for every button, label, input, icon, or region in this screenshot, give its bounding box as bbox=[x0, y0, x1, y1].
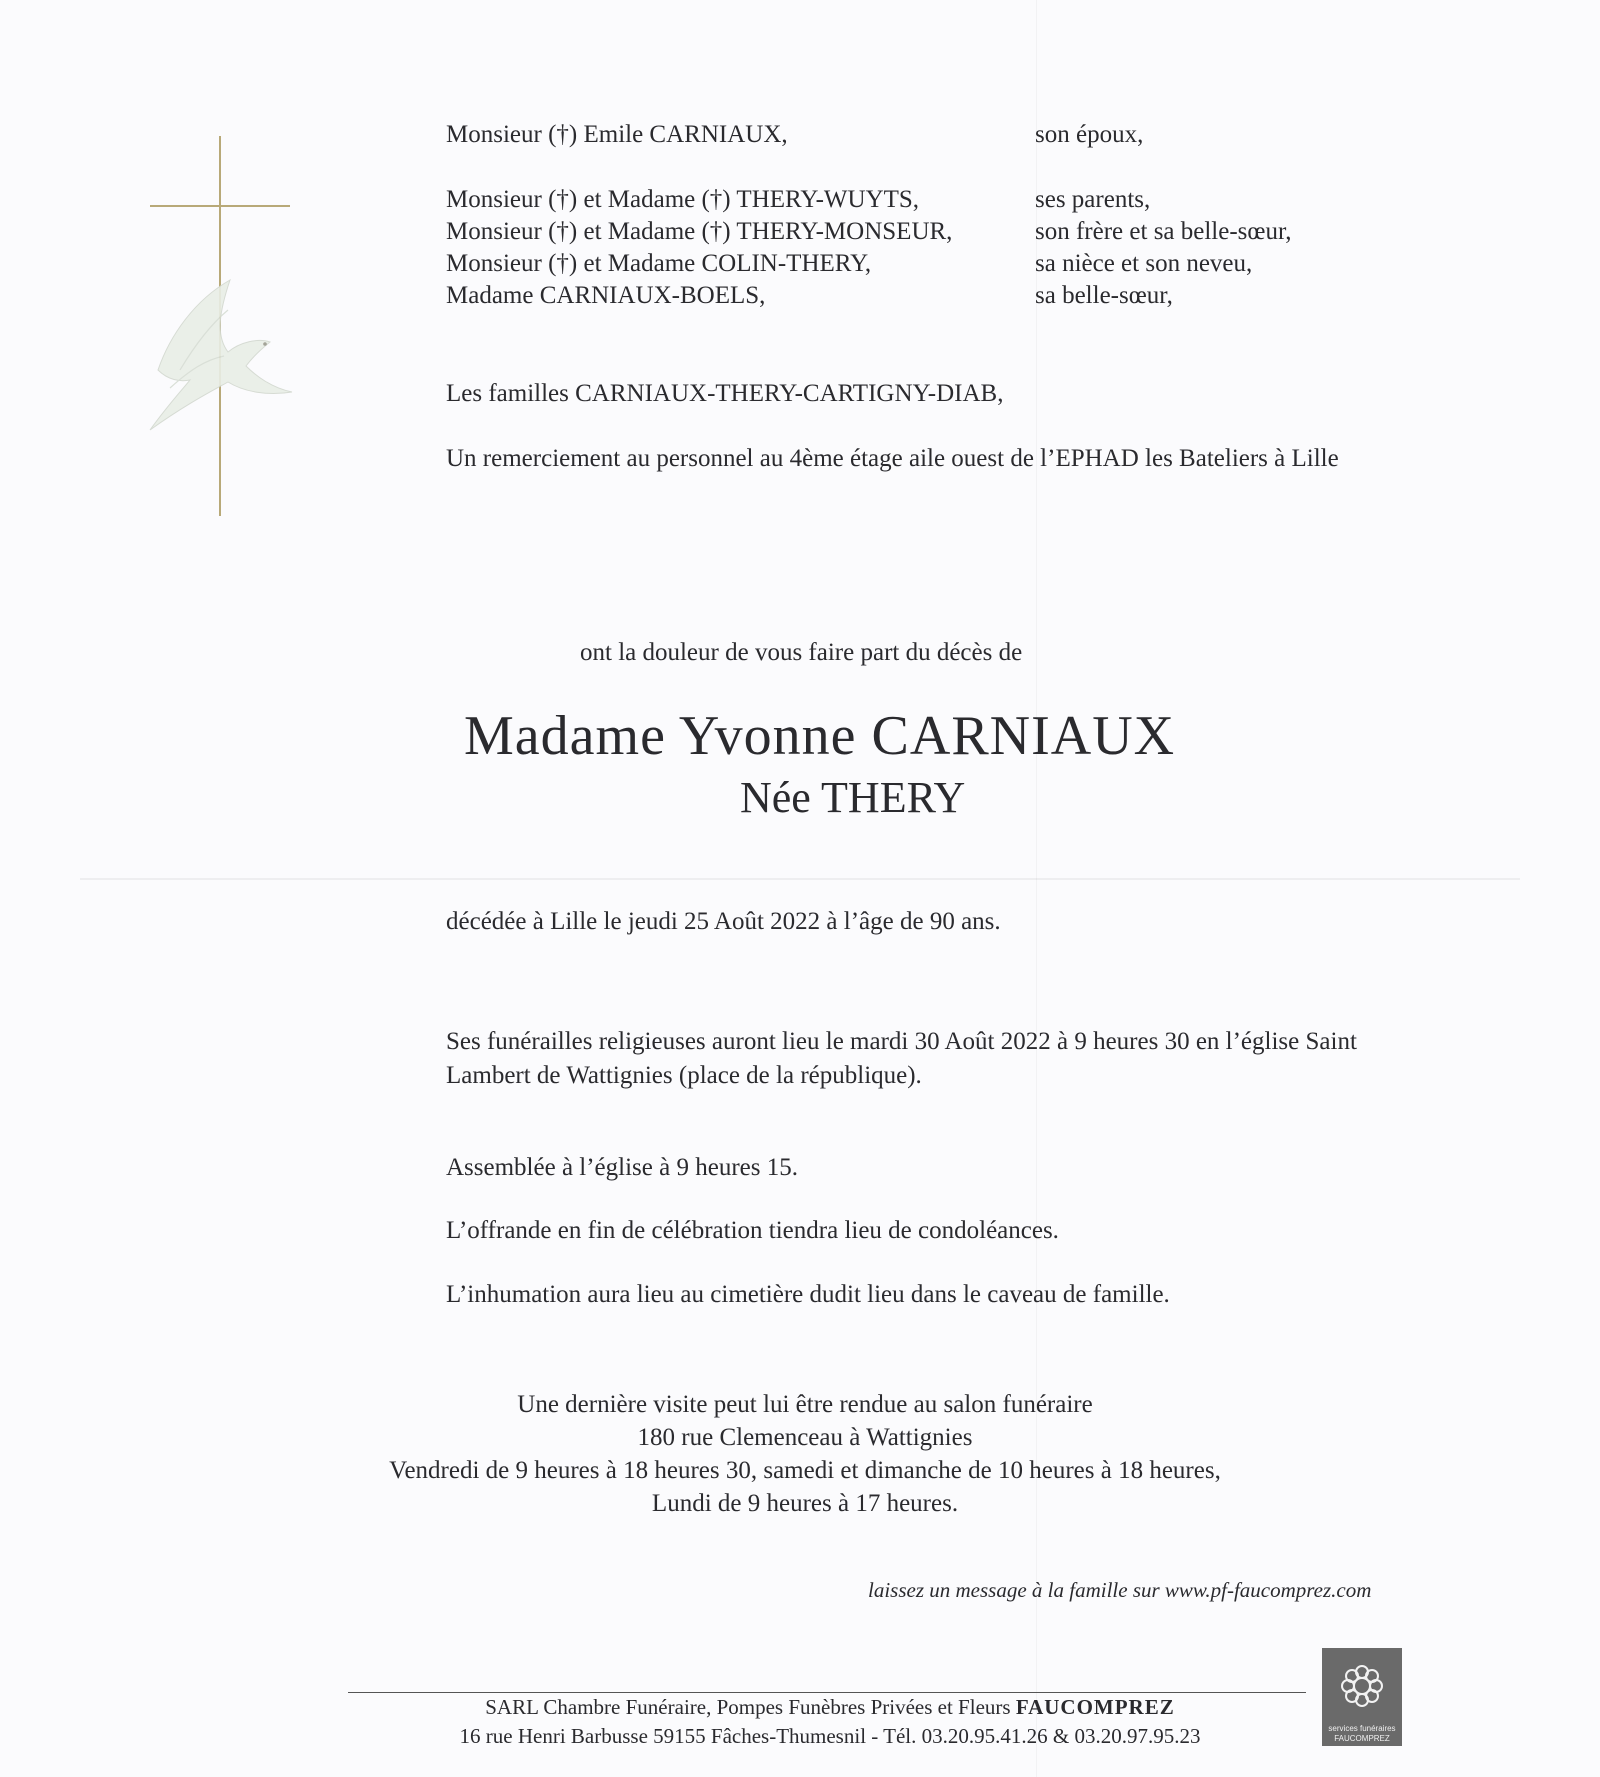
visit-line: Lundi de 9 heures à 17 heures. bbox=[651, 1490, 959, 1517]
family-relation: sa belle-sœur, bbox=[1035, 282, 1173, 309]
visit-line: 180 rue Clemenceau à Wattignies bbox=[637, 1424, 973, 1451]
family-name: Monsieur (†) Emile CARNIAUX, bbox=[446, 121, 788, 148]
rosette-logo-icon bbox=[1334, 1658, 1390, 1714]
family-name: Madame CARNIAUX-BOELS, bbox=[446, 282, 766, 309]
footer bbox=[330, 1693, 1330, 1751]
logo-caption-top: services funéraires bbox=[1328, 1724, 1396, 1733]
visit-line: Vendredi de 9 heures à 18 heures 30, samedi et dimanche de 10 heures à 18 heures, bbox=[389, 1457, 1221, 1484]
announcement: ont la douleur de vous faire part du décès de bbox=[580, 639, 1023, 666]
family-relation: son époux, bbox=[1035, 121, 1144, 148]
family-name: Monsieur (†) et Madame (†) THERY-MONSEUR, bbox=[446, 218, 953, 245]
visit-line: Une dernière visite peut lui être rendue au salon funéraire bbox=[517, 1391, 1093, 1418]
deceased-name: Madame Yvonne CARNIAUX bbox=[464, 705, 1176, 767]
families-line: Les familles CARNIAUX-THERY-CARTIGNY-DIAB, bbox=[446, 380, 1004, 407]
death-line: décédée à Lille le jeudi 25 Août 2022 à l’âge de 90 ans. bbox=[446, 908, 1001, 935]
family-name: Monsieur (†) et Madame COLIN-THERY, bbox=[446, 250, 872, 277]
website-message: laissez un message à la famille sur www.pf-faucomprez.com bbox=[868, 1578, 1372, 1602]
visit-block bbox=[300, 1388, 1310, 1520]
thanks-paragraph: Un remerciement au personnel au 4ème étage aile ouest de l’EPHAD les Bateliers à Lille bbox=[446, 445, 1339, 472]
footer-company-prefix: SARL Chambre Funéraire, Pompes Funèbres Privées et Fleurs bbox=[485, 1695, 1016, 1719]
footer-address: 16 rue Henri Barbusse 59155 Fâches-Thumesnil - Tél. 03.20.95.41.26 & 03.20.97.95.23 bbox=[459, 1724, 1201, 1748]
offering-line: L’offrande en fin de célébration tiendra lieu de condoléances. bbox=[446, 1217, 1059, 1244]
family-relation: son frère et sa belle-sœur, bbox=[1035, 218, 1292, 245]
family-relation: ses parents, bbox=[1035, 186, 1151, 213]
footer-brand: FAUCOMPREZ bbox=[1015, 1695, 1175, 1719]
company-logo bbox=[1322, 1648, 1402, 1746]
logo-caption bbox=[1322, 1724, 1402, 1744]
paper-fold-horizontal bbox=[80, 878, 1520, 880]
assembly-line: Assemblée à l’église à 9 heures 15. bbox=[446, 1154, 798, 1181]
funeral-paragraph: Ses funérailles religieuses auront lieu le mardi 30 Août 2022 à 9 heures 30 en l’église Saint Lambert de Wattignies (place de la république). bbox=[446, 1028, 1357, 1089]
burial-line: L’inhumation aura lieu au cimetière dudit lieu dans le caveau de famille. bbox=[446, 1281, 1170, 1308]
logo-caption-bottom: FAUCOMPREZ bbox=[1334, 1734, 1390, 1743]
family-name: Monsieur (†) et Madame (†) THERY-WUYTS, bbox=[446, 186, 920, 213]
family-relation: sa nièce et son neveu, bbox=[1035, 250, 1253, 277]
footer-company-line bbox=[330, 1693, 1330, 1722]
cross-icon bbox=[140, 130, 300, 520]
maiden-name: Née THERY bbox=[740, 773, 966, 822]
